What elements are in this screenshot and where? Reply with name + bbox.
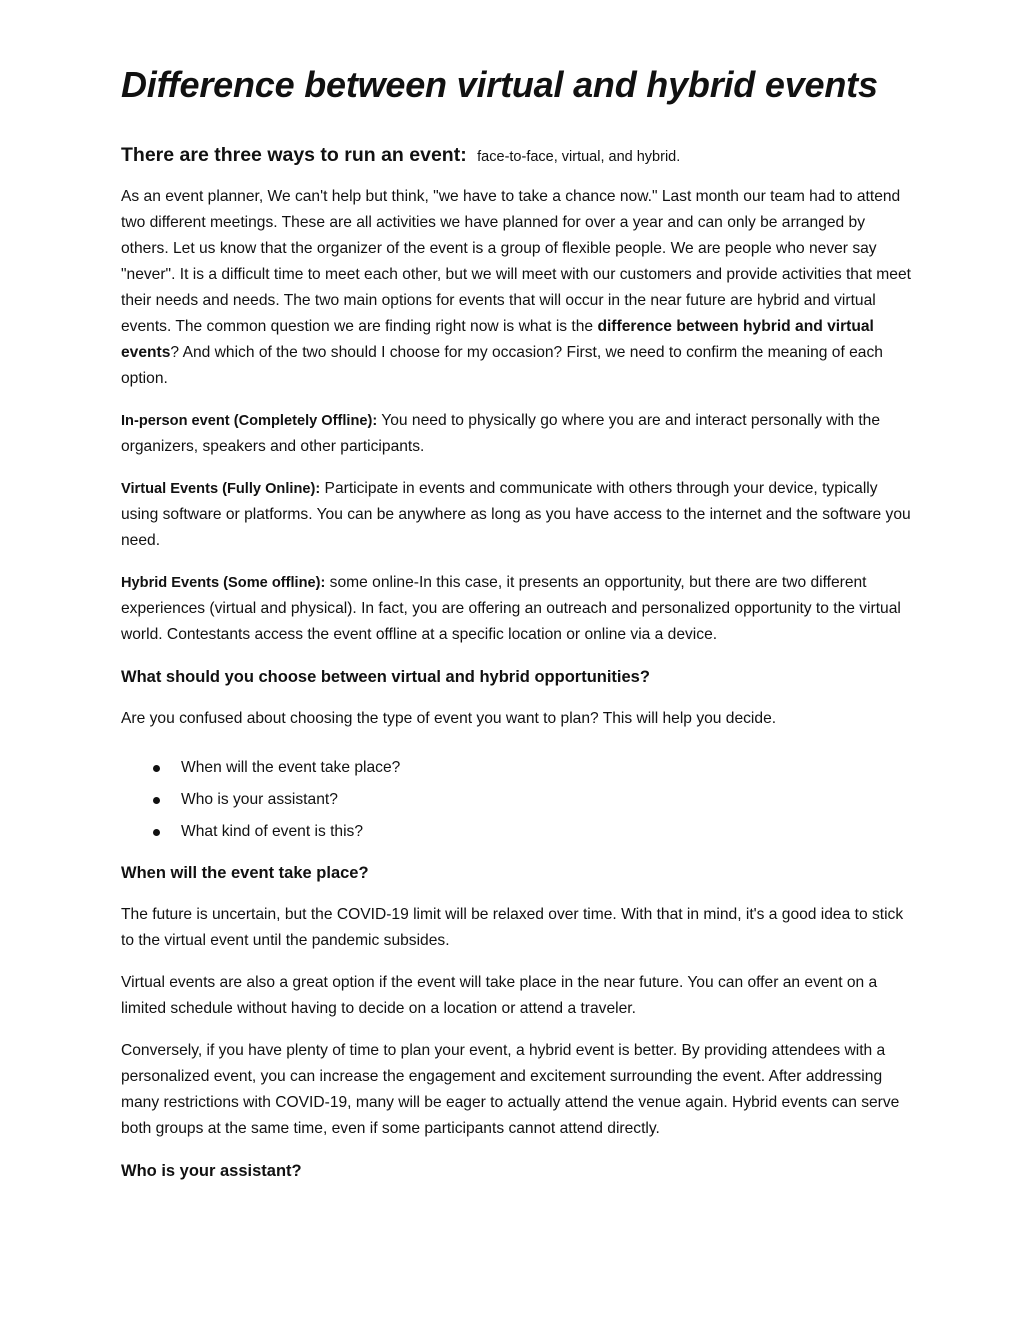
list-item bbox=[153, 752, 911, 784]
definition-virtual bbox=[121, 476, 911, 554]
list-item-text: What kind of event is this? bbox=[181, 823, 364, 840]
section-when-paragraph: Conversely, if you have plenty of time to plan your event, a hybrid event is better. By providing attendees with a personalized event, you can increase the engagement and excitement surrounding the event. After addressing many restrictions with COVID-19, many will be eager to actually attend the venue again. Hybrid events can serve both groups at the same time, even if some participants cannot attend directly. bbox=[121, 1042, 900, 1137]
intro-subtext: face-to-face, virtual, and hybrid. bbox=[477, 149, 681, 165]
list-item bbox=[153, 816, 911, 848]
definition-in-person bbox=[121, 408, 911, 460]
intro-paragraph bbox=[121, 184, 911, 392]
list-item-text: When will the event take place? bbox=[181, 759, 401, 776]
definition-hybrid bbox=[121, 570, 911, 648]
intro-heading: There are three ways to run an event: bbox=[121, 144, 467, 166]
section-heading-when: When will the event take place? bbox=[121, 864, 369, 882]
bullet-icon bbox=[153, 829, 160, 836]
intro-paragraph-text-1: As an event planner, We can't help but think, "we have to take a chance now." Last month our team had to attend two different meetings. These are all activities we have planned for over a year and can only be arranged by others. Let us know that the organizer of the event is a group of flexible people. We are people who never say "never". It is a difficult time to meet each other, but we will meet with our customers and provide activities that meet their needs and needs. The two main options for events that will occur in the near future are hybrid and virtual events. The common question we are finding right now is what is the bbox=[121, 188, 911, 335]
section-when-paragraph: The future is uncertain, but the COVID-19 limit will be relaxed over time. With that in mind, it's a good idea to stick to the virtual event until the pandemic subsides. bbox=[121, 906, 904, 949]
section-heading-assistant: Who is your assistant? bbox=[121, 1162, 302, 1180]
list-item-text: Who is your assistant? bbox=[181, 791, 338, 808]
question-list bbox=[153, 752, 911, 848]
definition-text: some online-In this case, it presents an opportunity, but there are two different experiences (virtual and physical). In fact, you are offering an outreach and personalized opportunity to the virtual world. Contestants access the event offline at a specific location or online via a device. bbox=[121, 574, 901, 643]
bullet-icon bbox=[153, 797, 160, 804]
definition-text: Participate in events and communicate with others through your device, typically using software or platforms. You can be anywhere as long as you have access to the internet and the software you need. bbox=[121, 480, 911, 549]
intro-line bbox=[121, 142, 911, 170]
definition-label: In-person event (Completely Offline): bbox=[121, 413, 378, 429]
section-when-paragraph: Virtual events are also a great option if the event will take place in the near future. You can offer an event on a limited schedule without having to decide on a location or attend a traveler. bbox=[121, 974, 878, 1017]
definition-label: Hybrid Events (Some offline): bbox=[121, 575, 326, 591]
document-page bbox=[121, 58, 911, 1200]
intro-paragraph-text-2: ? And which of the two should I choose for my occasion? First, we need to confirm the meaning of each option. bbox=[121, 344, 883, 387]
definition-label: Virtual Events (Fully Online): bbox=[121, 481, 321, 497]
intro-paragraph-bold: difference between hybrid and virtual events bbox=[121, 318, 874, 361]
bullet-icon bbox=[153, 765, 160, 772]
list-item bbox=[153, 784, 911, 816]
definition-text: You need to physically go where you are and interact personally with the organizers, speakers and other participants. bbox=[121, 412, 881, 455]
section-heading-choose: What should you choose between virtual and hybrid opportunities? bbox=[121, 668, 650, 686]
page-title: Difference between virtual and hybrid events bbox=[121, 64, 878, 105]
section-choose-paragraph: Are you confused about choosing the type of event you want to plan? This will help you decide. bbox=[121, 710, 777, 727]
